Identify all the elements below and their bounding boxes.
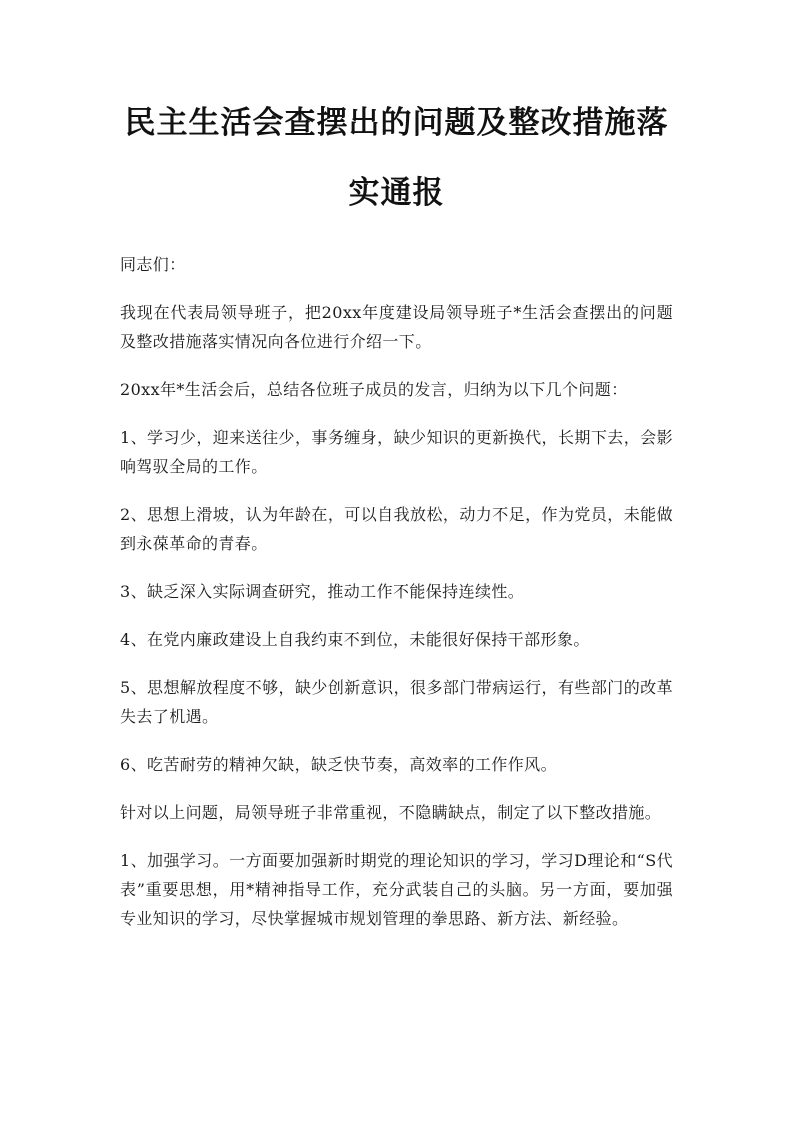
paragraph-problem-4: 4、在党内廉政建设上自我约束不到位，未能很好保持干部形象。 [120, 630, 590, 649]
paragraph-intro: 我现在代表局领导班子，把20xx年度建设局领导班子*生活会查摆出的问题及整改措施落实情况向各位进行介绍一下。 [120, 303, 673, 351]
paragraph-salutation: 同志们： [120, 255, 186, 274]
paragraph-problem-6: 6、吃苦耐劳的精神欠缺，缺乏快节奏，高效率的工作作风。 [120, 755, 557, 774]
paragraph-summary: 20xx年*生活会后，总结各位班子成员的发言，归纳为以下几个问题： [120, 380, 628, 399]
paragraph-problem-1: 1、学习少，迎来送往少，事务缠身，缺少知识的更新换代，长期下去，会影响驾驭全局的工作。 [120, 428, 673, 476]
document-title: 民主生活会查摆出的问题及整改措施落实通报 [124, 105, 669, 211]
paragraph-problem-3: 3、缺乏深入实际调查研究，推动工作不能保持连续性。 [120, 582, 525, 601]
paragraph-measure-1: 1、加强学习。一方面要加强新时期党的理论知识的学习，学习D理论和“S代表”重要思想，用*精神指导工作，充分武装自己的头脑。另一方面，要加强专业知识的学习，尽快掌握城市规划管理的拳思路、新方法、新经验。 [120, 851, 673, 928]
paragraph-problem-2: 2、思想上滑坡，认为年龄在，可以自我放松，动力不足，作为党员，未能做到永葆革命的青春。 [120, 505, 673, 553]
paragraph-measures-intro: 针对以上问题，局领导班子非常重视，不隐瞒缺点，制定了以下整改措施。 [120, 803, 662, 822]
paragraph-problem-5: 5、思想解放程度不够，缺少创新意识，很多部门带病运行，有些部门的改革失去了机遇。 [120, 678, 673, 726]
document-body [120, 250, 673, 933]
